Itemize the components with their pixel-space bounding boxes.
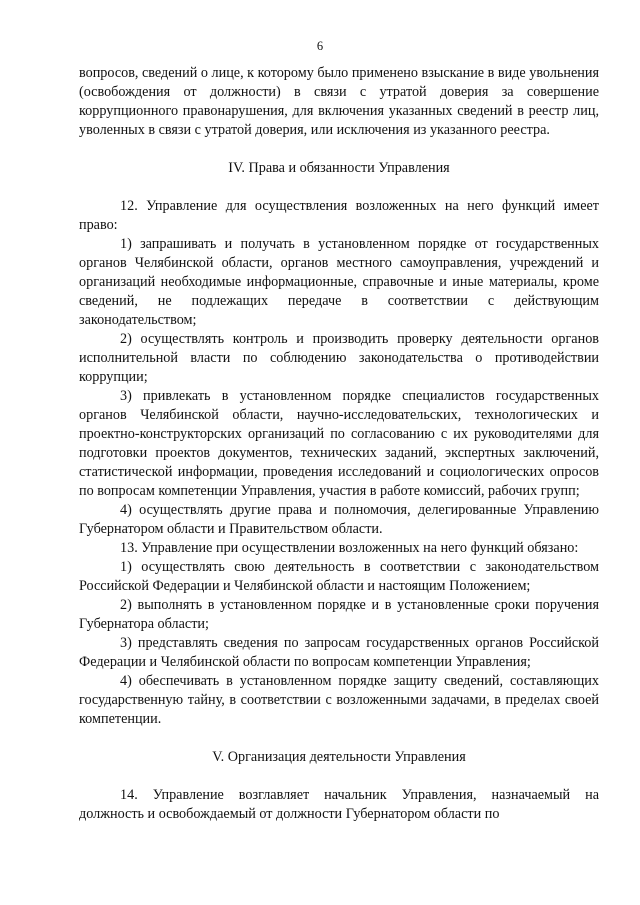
section-heading-v: V. Организация деятельности Управления [212, 749, 466, 765]
paragraph-13: 13. Управление при осуществлении возложенных на него функций обязано: [120, 540, 579, 556]
paragraph-continuation: вопросов, сведений о лице, к которому было применено взыскание в виде увольнения (освобождения от должности) в связи с утратой доверия за совершение коррупционного правонарушения, для включения указанных сведений в реестр лиц, уволенных в связи с утратой доверия, или исключения из указанного реестра. [79, 65, 599, 138]
paragraph-12-2: 2) осуществлять контроль и производить проверку деятельности органов исполнительной власти по соблюдению законодательства о противодействии коррупции; [79, 331, 599, 385]
paragraph-13-3: 3) представлять сведения по запросам государственных органов Российской Федерации и Челябинской области по вопросам компетенции Управления; [79, 635, 599, 670]
paragraph-14: 14. Управление возглавляет начальник Управления, назначаемый на должность и освобождаемый от должности Губернатором области по [79, 787, 599, 822]
document-body [79, 64, 599, 824]
section-heading-iv: IV. Права и обязанности Управления [228, 160, 450, 176]
paragraph-12-1: 1) запрашивать и получать в установленном порядке от государственных органов Челябинской области, органов местного самоуправления, учреждений и организаций необходимые информационные, справочные и иные материалы, кроме сведений, не подлежащих передаче в соответствии с действующим законодательством; [79, 236, 599, 328]
paragraph-13-4: 4) обеспечивать в установленном порядке защиту сведений, составляющих государственную тайну, в соответствии с возложенными задачами, в пределах своей компетенции. [79, 673, 599, 727]
paragraph-12-3: 3) привлекать в установленном порядке специалистов государственных органов Челябинской области, научно-исследовательских, технологических и проектно-конструкторских организаций по согласованию с их руководителями для подготовки проектов документов, технических заданий, экспертных заключений, статистической информации, проведения исследований и социологических опросов по вопросам компетенции Управления, участия в работе комиссий, рабочих групп; [79, 388, 599, 499]
paragraph-12: 12. Управление для осуществления возложенных на него функций имеет право: [79, 198, 599, 233]
paragraph-13-1: 1) осуществлять свою деятельность в соответствии с законодательством Российской Федерации и Челябинской области и настоящим Положением; [79, 559, 599, 594]
paragraph-12-4: 4) осуществлять другие права и полномочия, делегированные Управлению Губернатором области и Правительством области. [79, 502, 599, 537]
page-number: 6 [316, 39, 324, 53]
paragraph-13-2: 2) выполнять в установленном порядке и в установленные сроки поручения Губернатора области; [79, 597, 599, 632]
